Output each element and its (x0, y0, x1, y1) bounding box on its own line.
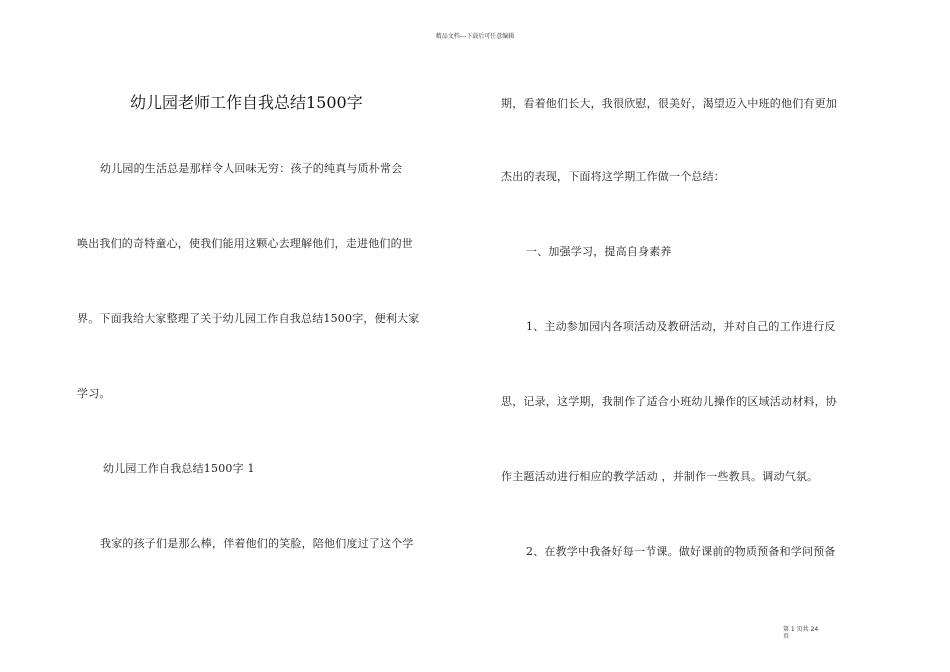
page-number: 第 1 页共 24 页 (783, 626, 819, 640)
paragraph-line: 界。下面我给大家整理了关于幼儿园工作自我总结1500字，便利大家 (77, 312, 420, 325)
paragraph-line: 唤出我们的奇特童心，使我们能用这颗心去理解他们，走进他们的世 (77, 237, 413, 250)
section-heading: 幼儿园工作自我总结1500字 1 (103, 462, 255, 475)
paragraph-line: 杰出的表现，下面将这学期工作做一个总结： (501, 170, 725, 183)
paragraph-line: 期，看着他们长大，我很欣慰，很美好，渴望迈入中班的他们有更加 (501, 97, 837, 110)
section-heading: 一、加强学习，提高自身素养 (526, 245, 672, 258)
paragraph-line: 思，记录，这学期，我制作了适合小班幼儿操作的区域活动材料，协 (501, 395, 837, 408)
paragraph-line: 幼儿园的生活总是那样令人回味无穷：孩子的纯真与质朴常会 (100, 162, 403, 175)
paragraph-line: 我家的孩子们是那么棒，伴着他们的笑脸，陪他们度过了这个学 (100, 537, 414, 550)
paragraph-line: 学习。 (77, 387, 111, 400)
paragraph-line: 2、在教学中我备好每一节课。做好课前的物质预备和学问预备 (526, 545, 836, 558)
header-note: 精品文档---下载后可任意编辑 (435, 33, 515, 40)
document-title: 幼儿园老师工作自我总结1500字 (130, 93, 363, 112)
paragraph-line: 1、主动参加园内各项活动及教研活动，并对自己的工作进行反 (526, 320, 836, 333)
paragraph-line: 作主题活动进行相应的教学活动 ，并制作一些教具。调动气氛。 (501, 470, 819, 483)
